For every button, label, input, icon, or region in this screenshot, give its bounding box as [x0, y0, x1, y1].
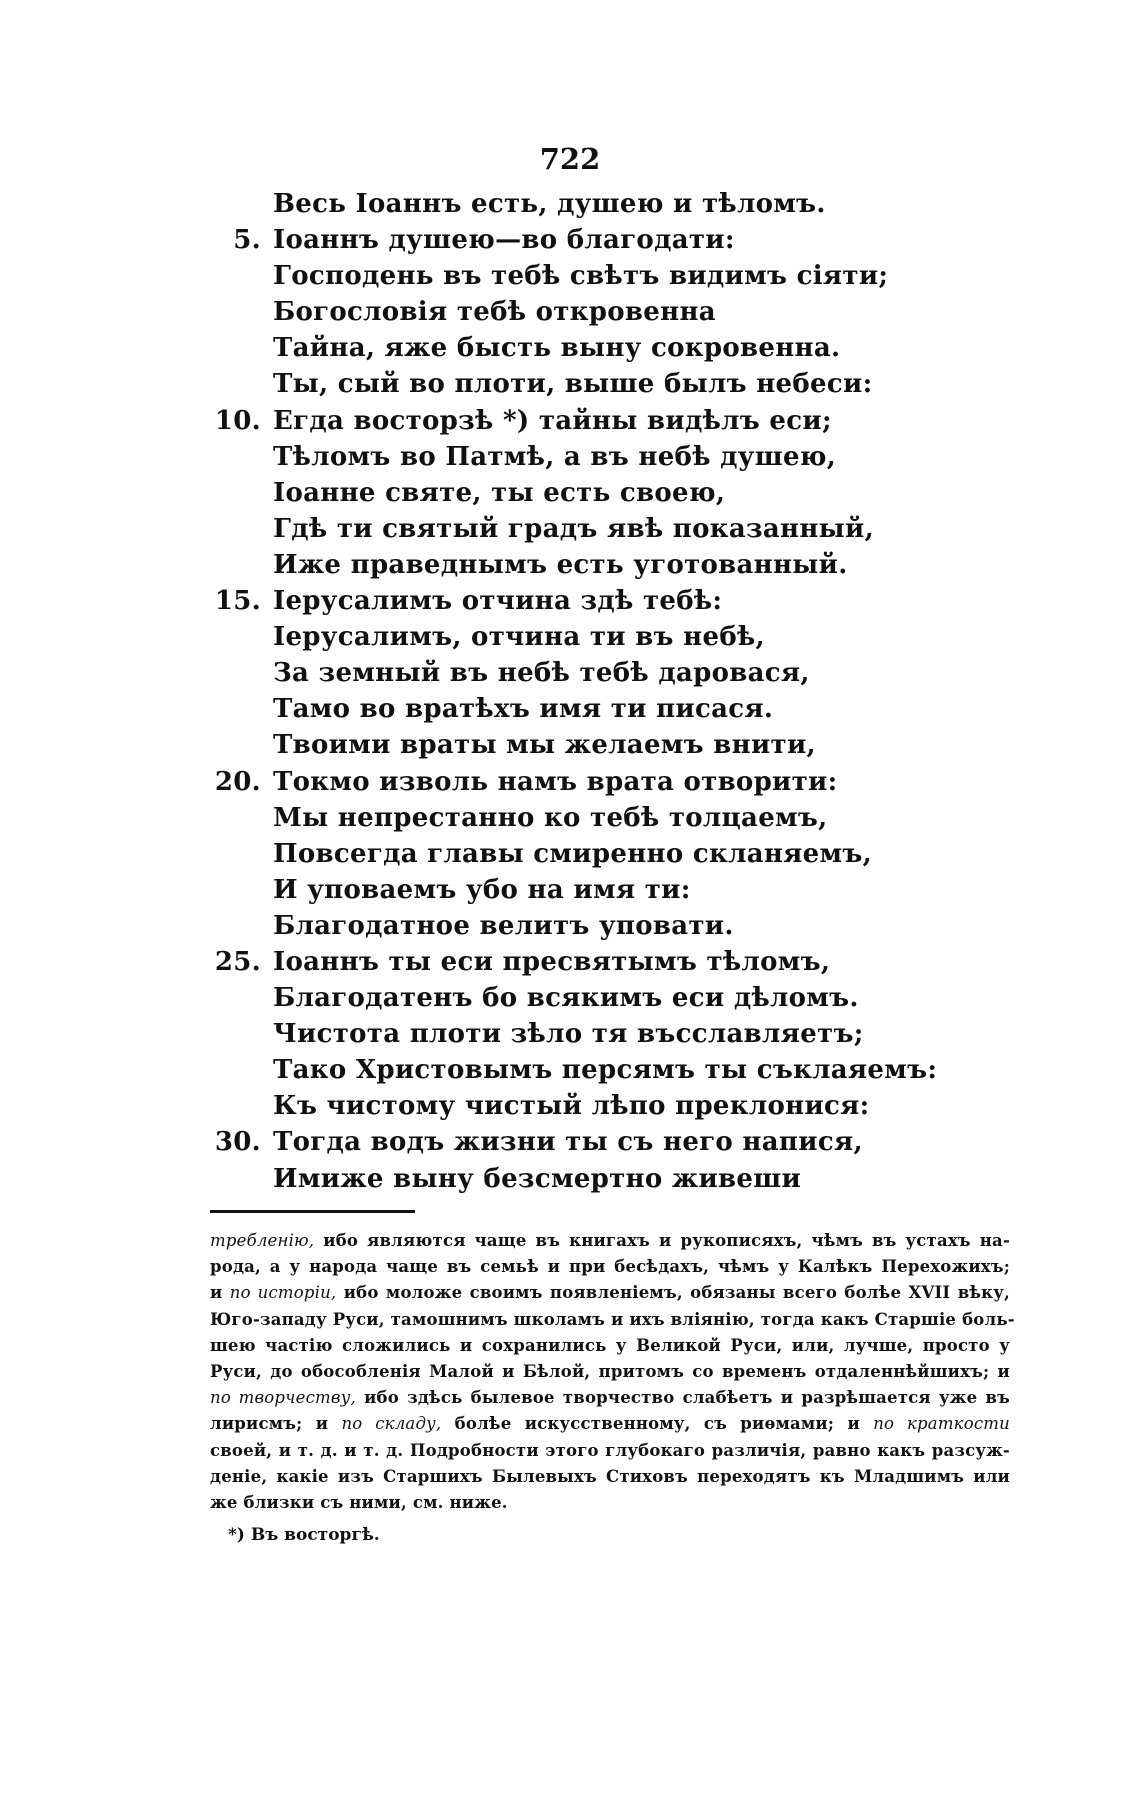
- poem-line: [160, 439, 1060, 475]
- line-text: Богословія тебѣ откровенна: [273, 297, 716, 328]
- footnote-line: Руси, до обособленія Малой и Бѣлой, притомъ со временъ отдаленнѣйшихъ; и: [210, 1362, 1010, 1382]
- poem-line: [160, 691, 1060, 727]
- line-text: Гдѣ ти святый градъ явѣ показанный,: [273, 513, 874, 544]
- line-text: Іерусалимъ отчина здѣ тебѣ:: [273, 586, 723, 617]
- line-text: И уповаемъ убо на имя ти:: [273, 874, 691, 905]
- footnote-italic: по краткости: [873, 1414, 1010, 1434]
- line-text: Тако Христовымъ персямъ ты съклаяемъ:: [273, 1055, 938, 1086]
- line-text: Господень въ тебѣ свѣтъ видимъ сіяти;: [273, 261, 889, 292]
- line-number: 15.: [214, 586, 261, 617]
- line-text: Іоанне святе, ты есть своею,: [273, 477, 726, 508]
- poem-line: [160, 944, 1060, 980]
- footnote-line: [210, 1411, 1010, 1437]
- poem-line: [160, 764, 1060, 800]
- line-text: Тамо во вратѣхъ имя ти писася.: [273, 694, 774, 725]
- poem-line: [160, 1124, 1060, 1160]
- asterisk-footnote: *) Въ восторгѣ.: [228, 1525, 380, 1545]
- line-number: 30.: [214, 1127, 261, 1158]
- line-text: Благодатное велитъ уповати.: [273, 910, 734, 941]
- footnote-italic: требленію,: [210, 1231, 315, 1250]
- line-text: Благодатенъ бо всякимъ еси дѣломъ.: [273, 983, 859, 1014]
- poem-line: [160, 655, 1060, 691]
- footnote-text: и: [210, 1283, 230, 1303]
- line-text: Ты, сый во плоти, выше былъ небеси:: [273, 369, 873, 400]
- line-text: Іоаннъ душею—во благодати:: [273, 225, 735, 256]
- footnote-divider: [210, 1210, 415, 1213]
- footnote-line: [210, 1280, 1010, 1306]
- poem-line: [160, 727, 1060, 763]
- line-text: За земный въ небѣ тебѣ даровася,: [273, 658, 810, 689]
- poem-line: [160, 366, 1060, 402]
- footnote-line: деніе, какіе изъ Старшихъ Былевыхъ Стиховъ переходятъ къ Младшимъ или: [210, 1466, 1010, 1486]
- footnote-line: же близки съ ними, см. ниже.: [210, 1493, 508, 1513]
- line-text: Чистота плоти зѣло тя въсславляетъ;: [273, 1019, 864, 1050]
- poem-line: [160, 1016, 1060, 1052]
- poem-line: [160, 547, 1060, 583]
- footnote-text: ибо здѣсь былевое творчество слабѣетъ и разрѣшается уже въ: [355, 1388, 1011, 1408]
- poem-line: [160, 872, 1060, 908]
- footnote-italic: по творчеству,: [210, 1388, 356, 1408]
- poem-line: [160, 1161, 1060, 1197]
- line-number: 10.: [214, 405, 261, 436]
- poem-line: [160, 908, 1060, 944]
- poem-line: [160, 836, 1060, 872]
- poem-line: [160, 186, 1060, 222]
- poem-line: [160, 1088, 1060, 1124]
- poem-line: [160, 222, 1060, 258]
- footnote-text: ибо являются чаще въ книгахъ и рукописяхъ, чѣмъ въ устахъ на-: [314, 1231, 1010, 1250]
- poem-line: [160, 330, 1060, 366]
- line-text: Іерусалимъ, отчина ти въ небѣ,: [273, 622, 765, 653]
- line-text: Токмо изволь намъ врата отворити:: [273, 766, 838, 797]
- poem-line: [160, 294, 1060, 330]
- line-number: 5.: [233, 225, 261, 256]
- poem-line: [160, 1052, 1060, 1088]
- line-text: Иже праведнымъ есть уготованный.: [273, 549, 848, 580]
- line-text: Повсегда главы смиренно скланяемъ,: [273, 838, 873, 869]
- footnote-text: лирисмъ; и: [210, 1414, 342, 1434]
- poem-line: [160, 800, 1060, 836]
- line-text: Тогда водъ жизни ты съ него напися,: [273, 1127, 863, 1158]
- line-text: Весь Іоаннъ есть, душею и тѣломъ.: [273, 189, 826, 219]
- footnote-line: [210, 1385, 1010, 1411]
- footnote-text: ибо моложе своимъ появленіемъ, обязаны всего болѣе XVII вѣку,: [336, 1283, 1010, 1303]
- footnote-line: [210, 1228, 1010, 1254]
- line-text: Іоаннъ ты еси пресвятымъ тѣломъ,: [273, 946, 831, 977]
- footnote-line: своей, и т. д. и т. д. Подробности этого глубокаго различія, равно какъ разсуж-: [210, 1440, 1010, 1460]
- poem-line: [160, 258, 1060, 294]
- footnote-line: рода, а у народа чаще въ семьѣ и при бесѣдахъ, чѣмъ у Калѣкъ Перехожихъ;: [210, 1257, 1010, 1277]
- page-number: 722: [539, 142, 601, 176]
- poem-line: [160, 980, 1060, 1016]
- line-text: Къ чистому чистый лѣпо преклонися:: [273, 1091, 870, 1122]
- line-number: 20.: [214, 766, 261, 797]
- poem-line: [160, 511, 1060, 547]
- footnote-italic: по исторіи,: [229, 1283, 337, 1303]
- line-text: Егда восторзѣ *) тайны видѣлъ еси;: [273, 405, 832, 436]
- line-number: 25.: [214, 946, 261, 977]
- poem-line: [160, 403, 1060, 439]
- line-text: Имиже выну безсмертно живеши: [273, 1163, 802, 1194]
- poem-line: [160, 619, 1060, 655]
- line-text: Тайна, яже бысть выну сокровенна.: [273, 333, 841, 364]
- poem-line: [160, 583, 1060, 619]
- line-text: Мы непрестанно ко тебѣ толцаемъ,: [273, 802, 828, 833]
- line-text: Твоими враты мы желаемъ внити,: [273, 730, 816, 761]
- footnote-line: Юго-западу Руси, тамошнимъ школамъ и ихъ вліянію, тогда какъ Старшіе боль-: [210, 1309, 1015, 1329]
- footnote-line: шею частію сложились и сохранились у Великой Руси, или, лучше, просто у: [210, 1335, 1010, 1355]
- footnote-italic: по складу,: [341, 1414, 442, 1434]
- footnote: [210, 1228, 1015, 1516]
- footnote-text: болѣе искусственному, съ риѳмами; и: [441, 1414, 874, 1434]
- line-text: Тѣломъ во Патмѣ, а въ небѣ душею,: [273, 441, 837, 472]
- poem-line: [160, 475, 1060, 511]
- poem: [160, 186, 1060, 1197]
